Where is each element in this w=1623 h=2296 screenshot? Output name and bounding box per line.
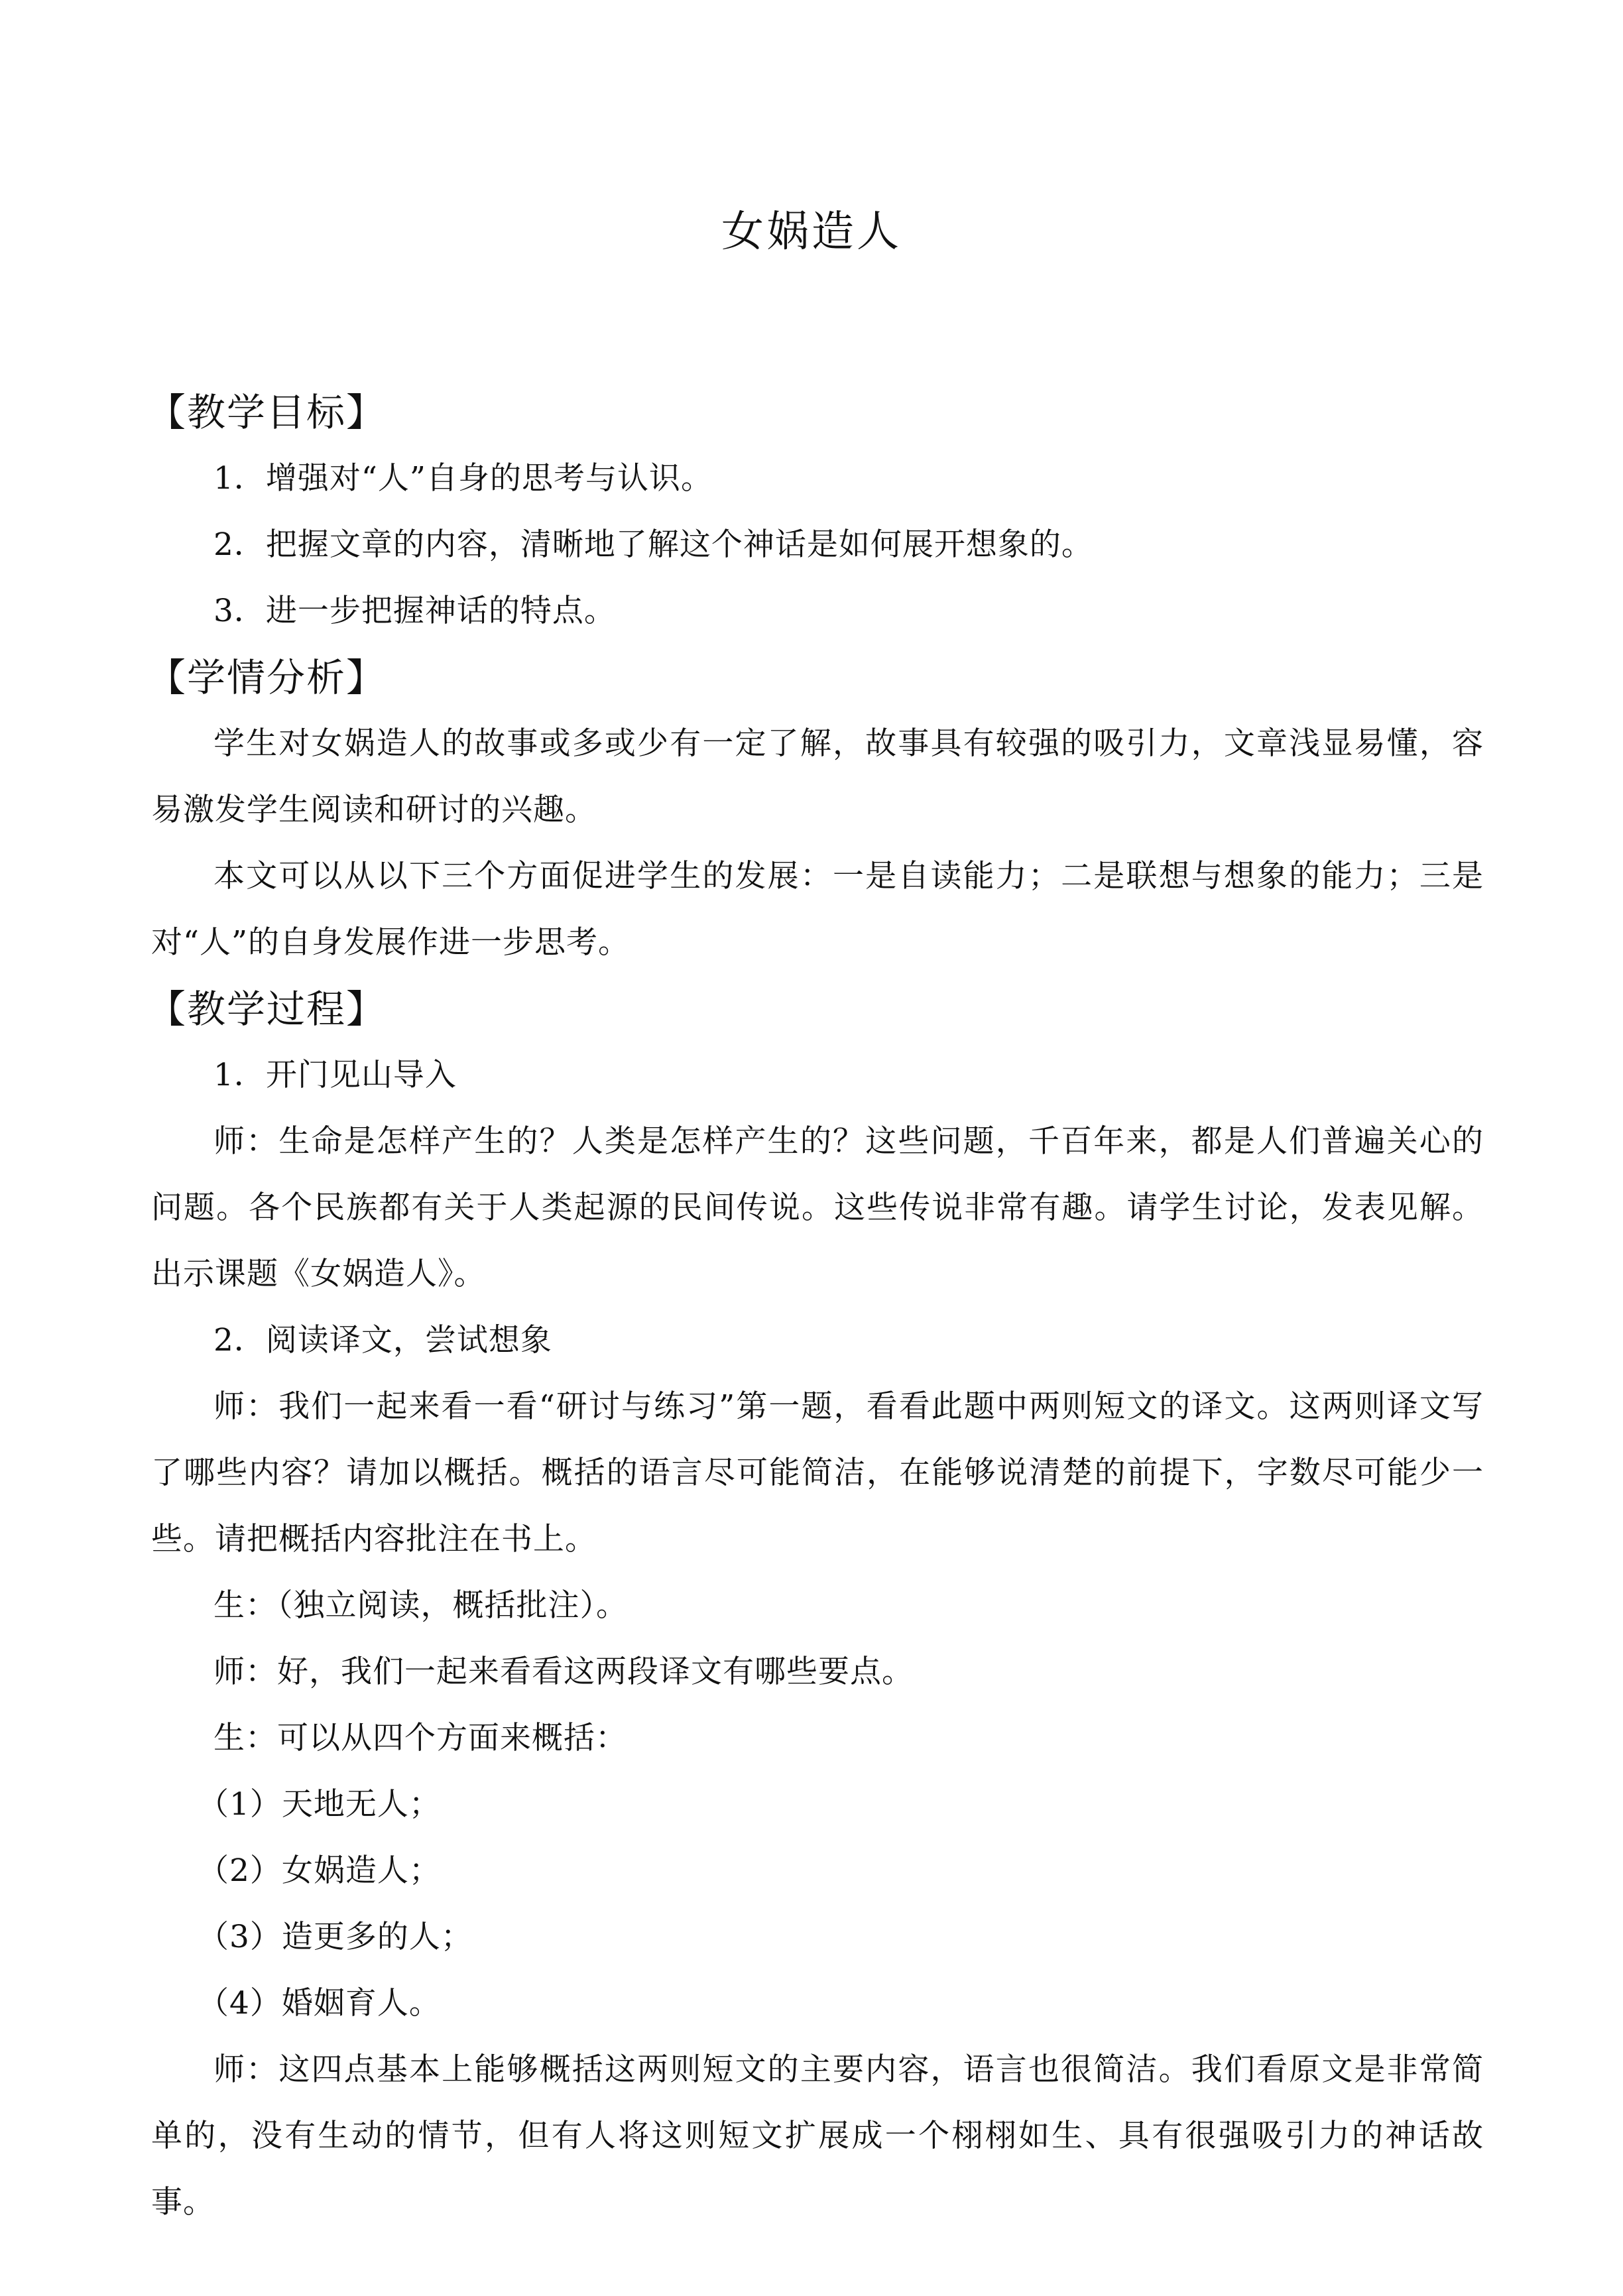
section-heading-process: 【教学过程】 [147,987,387,1032]
step-title: 2．阅读译文，尝试想象 [213,1322,552,1359]
objective-item: 2．把握文章的内容，清晰地了解这个神话是如何展开想象的。 [213,526,1093,563]
dialogue-line: 生：（独立阅读，概括批注）。 [213,1587,628,1624]
summary-point: （3）造更多的人； [198,1919,473,1955]
objective-item: 3．进一步把握神话的特点。 [213,593,616,629]
dialogue-line: 师：好，我们一起来看看这两段译文有哪些要点。 [213,1654,914,1690]
summary-point: （1）天地无人； [198,1786,441,1823]
analysis-paragraph: 学生对女娲造人的故事或多或少有一定了解，故事具有较强的吸引力，文章浅显易懂，容易激发学生阅读和研讨的兴趣。 [151,725,1484,828]
section-heading-analysis: 【学情分析】 [147,655,387,700]
summary-point: （4）婚姻育人。 [198,1985,441,2022]
section-heading-objectives: 【教学目标】 [147,390,387,435]
step-paragraph: 师：生命是怎样产生的？人类是怎样产生的？这些问题，千百年来，都是人们普遍关心的问题。各个民族都有关于人类起源的民间传说。这些传说非常有趣。请学生讨论，发表见解。出示课题《女娲造人》。 [151,1123,1484,1292]
summary-point: （2）女娲造人； [198,1852,441,1889]
step-paragraph: 师：我们一起来看一看“研讨与练习”第一题，看看此题中两则短文的译文。这两则译文写了哪些内容？请加以概括。概括的语言尽可能简洁，在能够说清楚的前提下，字数尽可能少一些。请把概括内容批注在书上。 [151,1388,1484,1557]
page-title: 女娲造人 [721,208,902,257]
step-paragraph: 师：这四点基本上能够概括这两则短文的主要内容，语言也很简洁。我们看原文是非常简单的，没有生动的情节，但有人将这则短文扩展成一个栩栩如生、具有很强吸引力的神话故事。 [151,2051,1484,2220]
document-body [147,379,1484,2236]
step-title: 1．开门见山导入 [213,1057,457,1093]
objective-item: 1．增强对“人”自身的思考与认识。 [213,460,713,497]
analysis-paragraph: 本文可以从以下三个方面促进学生的发展：一是自读能力；二是联想与想象的能力；三是对“人”的自身发展作进一步思考。 [151,858,1484,961]
dialogue-line: 生：可以从四个方面来概括： [213,1720,627,1756]
